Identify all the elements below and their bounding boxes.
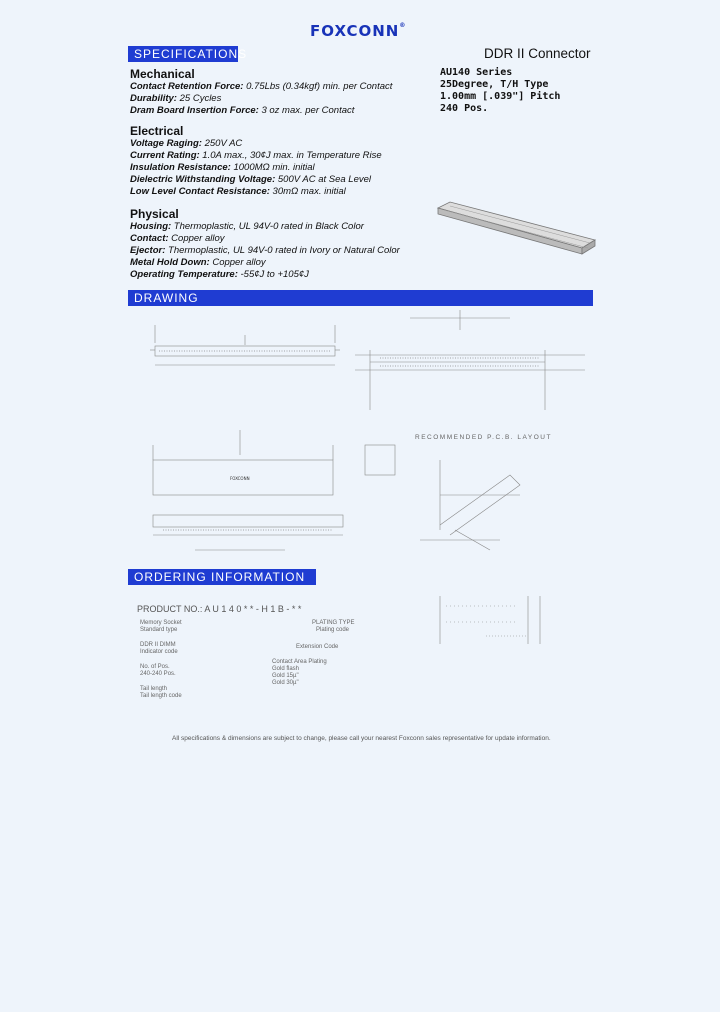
order-label: DDR II DIMM	[140, 642, 176, 648]
order-label: No. of Pos.	[140, 664, 170, 670]
ordering-labels-left	[140, 620, 182, 700]
electrical-heading: Electrical	[130, 124, 184, 138]
series-line: 25Degree, T/H Type	[440, 79, 549, 90]
foxconn-logo: FOXCONN®	[310, 22, 407, 40]
order-label: Tail length code	[140, 693, 182, 699]
top-view-drawing	[145, 315, 345, 385]
order-label: Standard type	[140, 627, 178, 633]
series-info	[440, 67, 560, 115]
spec-line: Contact: Copper alloy	[130, 233, 225, 244]
order-label: Extension Code	[296, 644, 339, 650]
specifications-bar: SPECIFICATIONS	[128, 46, 238, 62]
spec-line: Ejector: Thermoplastic, UL 94V-0 rated in Ivory or Natural Color	[130, 245, 400, 256]
spec-line: Operating Temperature: -55¢J to +105¢J	[130, 269, 309, 280]
order-label: PLATING TYPE	[312, 620, 355, 626]
product-number: PRODUCT NO.: A U 1 4 0 * * - H 1 B - * *	[137, 604, 302, 614]
order-label: Tail length	[140, 686, 168, 692]
order-label: Gold 30µ"	[272, 680, 299, 686]
order-label: Memory Socket	[140, 620, 182, 626]
spec-line: Low Level Contact Resistance: 30mΩ max. initial	[130, 186, 346, 197]
mechanical-specs	[130, 81, 392, 117]
ordering-bar: ORDERING INFORMATION	[128, 569, 316, 585]
spec-line: Durability: 25 Cycles	[130, 93, 222, 104]
order-label: Gold 15µ"	[272, 673, 299, 679]
physical-heading: Physical	[130, 207, 179, 221]
order-label: Plating code	[316, 627, 350, 633]
side-view-drawing	[350, 310, 590, 420]
spec-line: Housing: Thermoplastic, UL 94V-0 rated in Black Color	[130, 221, 364, 232]
series-line: AU140 Series	[440, 67, 513, 78]
foxconn-emboss: FOXCONN	[230, 476, 250, 481]
spec-line: Metal Hold Down: Copper alloy	[130, 257, 266, 268]
order-label: 240-240 Pos.	[140, 671, 176, 677]
series-line: 1.00mm [.039"] Pitch	[440, 91, 561, 102]
front-view-drawing	[135, 425, 355, 565]
order-label: Gold flash	[272, 666, 300, 672]
ordering-labels-right	[272, 620, 354, 687]
detail-drawing	[360, 440, 530, 560]
spec-line: Dram Board Insertion Force: 3 oz max. per Contact	[130, 105, 355, 116]
spec-line: Current Rating: 1.0A max., 30¢J max. in Temperature Rise	[130, 150, 382, 161]
ordering-table	[436, 596, 576, 646]
spec-line: Contact Retention Force: 0.75Lbs (0.34kgf) min. per Contact	[130, 81, 393, 92]
pcb-layout-label: RECOMMENDED P.C.B. LAYOUT	[415, 434, 552, 441]
connector-image	[430, 190, 600, 260]
order-label: Indicator code	[140, 649, 178, 655]
document-title: DDR II Connector	[484, 46, 591, 61]
disclaimer-footer: All specifications & dimensions are subject to change, please call your nearest Foxconn sales representative for update information.	[172, 735, 551, 742]
spec-line: Insulation Resistance: 1000MΩ min. initial	[130, 162, 315, 173]
series-line: 240 Pos.	[440, 103, 489, 114]
mechanical-heading: Mechanical	[130, 67, 195, 81]
order-label: Contact Area Plating	[272, 659, 327, 665]
spec-line: Voltage Raging: 250V AC	[130, 138, 243, 149]
physical-specs	[130, 221, 400, 281]
electrical-specs	[130, 138, 382, 198]
spec-line: Dielectric Withstanding Voltage: 500V AC at Sea Level	[130, 174, 372, 185]
drawing-bar: DRAWING	[128, 290, 593, 306]
